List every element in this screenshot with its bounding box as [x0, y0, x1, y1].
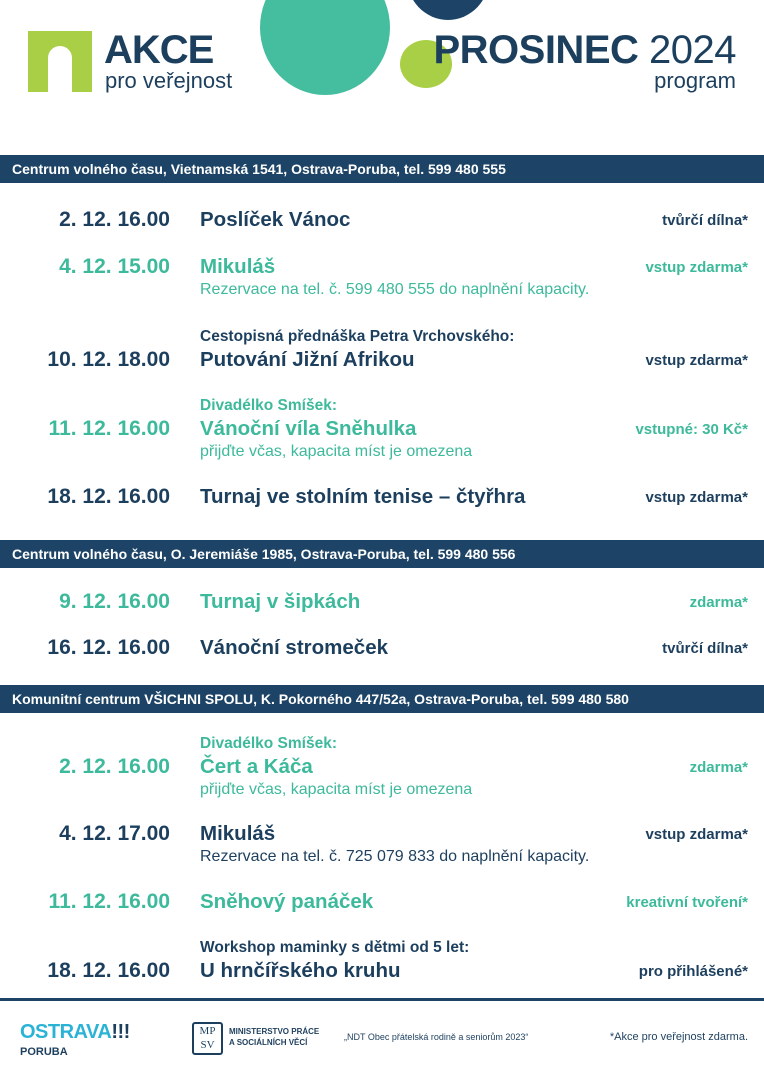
event-note: Rezervace na tel. č. 725 079 833 do naplnění kapacity.: [200, 848, 590, 865]
award-text: „NDT Obec přátelská rodině a seniorům 2023“: [344, 1032, 529, 1042]
event-date: 4. 12. 15.00: [59, 255, 170, 278]
venue-header: Komunitní centrum VŠICHNI SPOLU, K. Pokorného 447/52a, Ostrava-Poruba, tel. 599 480 580: [0, 685, 764, 713]
event-price-tag: vstup zdarma*: [645, 489, 748, 506]
venue-header: Centrum volného času, O. Jeremiáše 1985, Ostrava-Poruba, tel. 599 480 556: [0, 540, 764, 568]
event-date: 18. 12. 16.00: [47, 485, 170, 508]
event-date: 4. 12. 17.00: [59, 822, 170, 845]
event-price-tag: zdarma*: [689, 759, 748, 776]
event-price-tag: vstup zdarma*: [645, 352, 748, 369]
decor-circle-teal: [260, 0, 390, 95]
disclaimer: *Akce pro veřejnost zdarma.: [609, 1031, 748, 1043]
event-date: 9. 12. 16.00: [59, 590, 170, 613]
footer-divider: [0, 998, 764, 1001]
logo-mark: [28, 31, 92, 92]
event-price-tag: vstup zdarma*: [645, 826, 748, 843]
event-title: Turnaj ve stolním tenise – čtyřhra: [200, 485, 526, 508]
ostrava-logo: [20, 1021, 130, 1044]
event-title: Sněhový panáček: [200, 890, 374, 913]
event-date: 11. 12. 16.00: [48, 417, 170, 440]
event-price-tag: zdarma*: [689, 594, 748, 611]
event-title: Vánoční stromeček: [200, 636, 388, 659]
event-date: 11. 12. 16.00: [48, 890, 170, 913]
event-title: Turnaj v šipkách: [200, 590, 361, 613]
event-price-tag: tvůrčí dílna*: [662, 640, 748, 657]
brand-title: AKCE: [104, 28, 214, 72]
event-date: 2. 12. 16.00: [59, 208, 170, 231]
page-title: [433, 28, 736, 73]
ministry-name-line-1: MINISTERSTVO PRÁCE: [229, 1027, 320, 1036]
event-price-tag: tvůrčí dílna*: [662, 212, 748, 229]
event-note: přijďte včas, kapacita míst je omezena: [200, 781, 473, 798]
event-title: Mikuláš: [200, 255, 276, 278]
event-title: Poslíček Vánoc: [200, 208, 351, 231]
month: PROSINEC: [433, 28, 639, 72]
mpsv-logo-mark: MP SV: [199, 1025, 216, 1051]
mpsv-logo: [192, 1022, 223, 1055]
event-title: Mikuláš: [200, 822, 276, 845]
event-price-tag: vstup zdarma*: [645, 259, 748, 276]
event-note: přijďte včas, kapacita míst je omezena: [200, 443, 473, 460]
event-subtitle: Divadélko Smíšek:: [200, 397, 337, 414]
event-date: 2. 12. 16.00: [59, 755, 170, 778]
event-title: Putování Jižní Afrikou: [200, 348, 415, 371]
event-date: 10. 12. 18.00: [47, 348, 170, 371]
ministry-name: [229, 1026, 319, 1048]
event-date: 18. 12. 16.00: [47, 959, 170, 982]
event-price-tag: kreativní tvoření*: [626, 894, 748, 911]
event-title: Čert a Káča: [200, 755, 313, 778]
event-price-tag: pro přihlášené*: [638, 963, 748, 980]
venue-header: Centrum volného času, Vietnamská 1541, Ostrava-Poruba, tel. 599 480 555: [0, 155, 764, 183]
brand-subtitle: pro veřejnost: [105, 68, 233, 93]
decor-circle-navy: [406, 0, 490, 20]
program-label: program: [654, 68, 736, 93]
event-subtitle: Divadélko Smíšek:: [200, 735, 337, 752]
event-subtitle: Cestopisná přednáška Petra Vrchovského:: [200, 328, 515, 345]
year: 2024: [649, 28, 736, 72]
event-subtitle: Workshop maminky s dětmi od 5 let:: [200, 939, 470, 956]
event-date: 16. 12. 16.00: [47, 636, 170, 659]
ostrava-logo-text: OSTRAVA: [20, 1021, 112, 1043]
event-price-tag: vstupné: 30 Kč*: [635, 421, 748, 438]
event-note: Rezervace na tel. č. 599 480 555 do naplnění kapacity.: [200, 281, 590, 298]
ministry-name-line-2: A SOCIÁLNÍCH VĚCÍ: [229, 1038, 308, 1047]
event-title: U hrnčířského kruhu: [200, 959, 401, 982]
event-title: Vánoční víla Sněhulka: [200, 417, 417, 440]
ostrava-logo-marks: !!!: [111, 1021, 130, 1043]
district-label: PORUBA: [20, 1046, 68, 1058]
